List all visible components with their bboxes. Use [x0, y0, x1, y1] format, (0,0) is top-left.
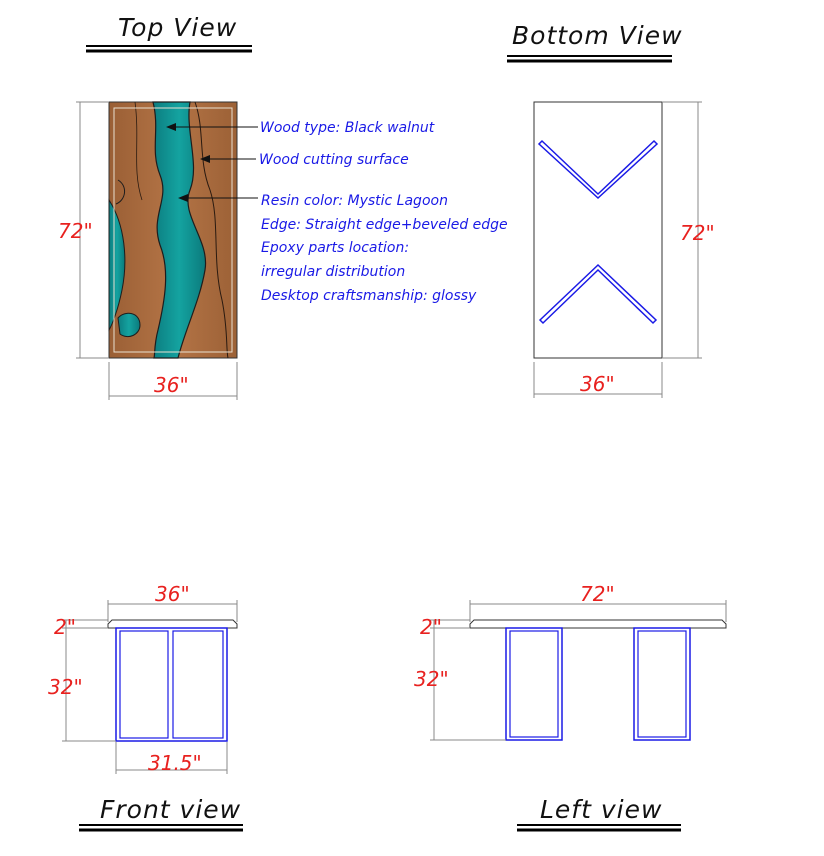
tabletop-profile [108, 620, 237, 628]
dimension-thickness-label: 2" [420, 615, 442, 639]
note-distribution: irregular distribution [261, 264, 406, 280]
top-view [58, 13, 508, 400]
leg-panel-left [120, 631, 168, 738]
dimension-width-label: 36" [154, 373, 189, 397]
note-surface: Wood cutting surface [259, 152, 409, 168]
dimension-height-label: 32" [48, 675, 83, 699]
bottom-view-title: Bottom View [512, 21, 683, 50]
dimension-length-label: 72" [680, 221, 715, 245]
note-edge: Edge: Straight edge+beveled edge [261, 217, 508, 233]
front-view-title: Front view [100, 795, 242, 824]
leg-side-right-inner [638, 631, 686, 737]
dimension-thickness-label: 2" [54, 615, 76, 639]
dimension-width-label: 36" [580, 372, 615, 396]
front-view [48, 582, 243, 830]
bottom-view [507, 21, 715, 398]
note-craftsmanship: Desktop craftsmanship: glossy [261, 288, 477, 304]
dimension-length-label: 72" [58, 219, 93, 243]
dimension-length-label: 72" [580, 582, 615, 606]
top-view-title: Top View [118, 13, 238, 42]
tabletop-profile [470, 620, 726, 628]
tabletop-underside [534, 102, 662, 358]
note-epoxy-location: Epoxy parts location: [261, 240, 410, 256]
dimension-base-label: 31.5" [148, 751, 202, 775]
dimension-height-label: 32" [414, 667, 449, 691]
leg-panel-right [173, 631, 223, 738]
dimension-width-label: 36" [155, 582, 190, 606]
leg-side-left [506, 628, 562, 740]
leg-frame [116, 628, 227, 741]
note-resin: Resin color: Mystic Lagoon [261, 193, 448, 209]
resin-pocket [118, 313, 140, 336]
note-wood-type: Wood type: Black walnut [260, 120, 435, 136]
leg-side-right [634, 628, 690, 740]
leg-side-left-inner [510, 631, 558, 737]
left-view [414, 582, 726, 830]
left-view-title: Left view [540, 795, 663, 824]
